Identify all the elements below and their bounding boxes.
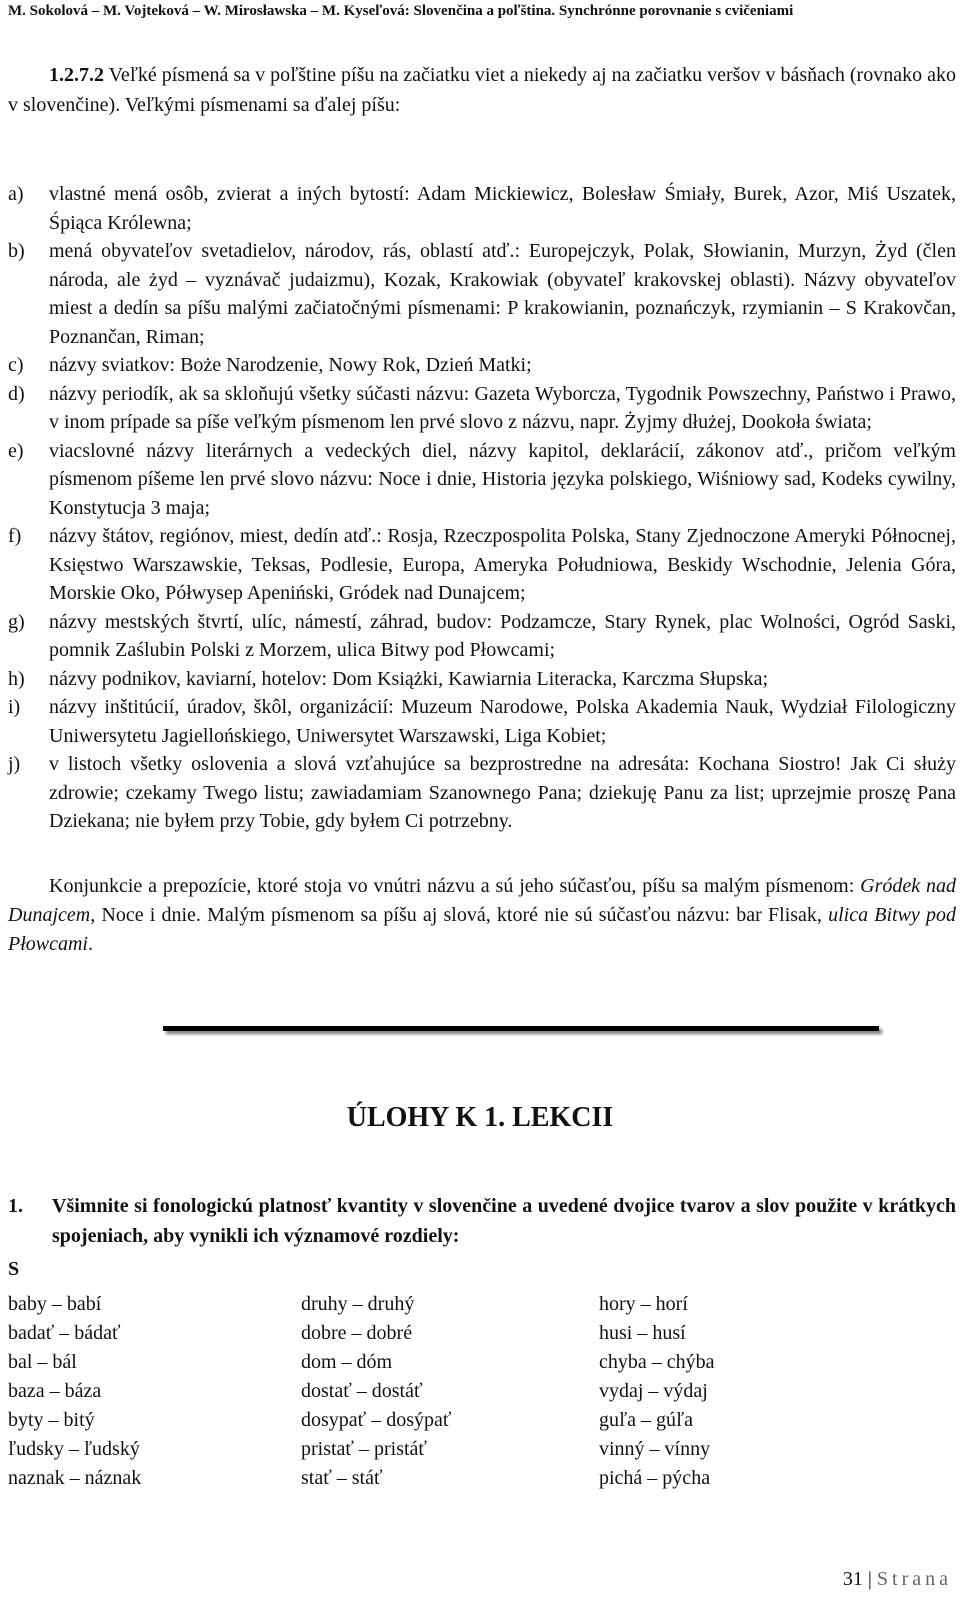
- word-pair: byty – bitý: [8, 1409, 95, 1431]
- item-label: b): [8, 240, 25, 262]
- word-pair: ľudsky – ľudský: [8, 1438, 140, 1460]
- running-header: M. Sokolová – M. Vojteková – W. Mirosławska – M. Kyseľová: Slovenčina a poľština. Synchrónne porovnanie s cvičeniami: [8, 3, 794, 19]
- list-item: [8, 180, 956, 237]
- word-pair: baza – báza: [8, 1380, 102, 1402]
- word-pair: pichá – pýcha: [599, 1467, 711, 1489]
- word-pair: druhy – druhý: [301, 1293, 415, 1315]
- word-pair: dobre – dobré: [301, 1322, 413, 1344]
- list-item: [8, 665, 956, 694]
- item-text: viacslovné názvy literárnych a vedeckých diel, názvy kapitol, deklarácií, zákonov atď., pričom veľkým písmenom píšeme len prvé slovo názvu: Noce i dnie, Historia języka polskiego, Wiśniowy sad, Kodeks cywilny, Konstytucja 3 maja;: [49, 439, 956, 519]
- item-text: mená obyvateľov svetadielov, národov, rás, oblastí atď.: Europejczyk, Polak, Słowianin, Murzyn, Żyd (člen národa, ale żyd – vyznávač judaizmu), Kozak, Krakowiak (obyvateľ krakovskej oblasti). Názvy obyvateľov miest a dedín sa píšu malými začiatočnými písmenami: P krakowianin, poznańczyk, rzymianin – S Krakovčan, Poznančan, Riman;: [49, 240, 956, 348]
- item-label: g): [8, 610, 25, 633]
- italic-example: Gródek nad Dunajcem: [8, 875, 956, 926]
- word-pair: stať – stáť: [301, 1467, 383, 1489]
- item-text: vlastné mená osôb, zvierat a iných bytostí: Adam Mickiewicz, Bolesław Śmiały, Burek, Azor, Miś Uszatek, Śpiąca Królewna;: [49, 183, 956, 234]
- item-label: i): [8, 696, 21, 718]
- word-pair: dom – dóm: [301, 1351, 393, 1373]
- item-label: c): [8, 354, 24, 376]
- item-text: názvy podnikov, kaviarní, hotelov: Dom Książki, Kawiarnia Literacka, Karczma Słupska;: [49, 667, 769, 690]
- italic-example: ulica Bitwy pod Płowcami: [8, 904, 956, 955]
- word-pair: pristať – pristáť: [301, 1438, 427, 1460]
- page-number: 31: [842, 1568, 863, 1590]
- item-text: názvy inštitúcií, úradov, škôl, organizácií: Muzeum Narodowe, Polska Akademia Nauk, Wydział Filologiczny Uniwersytetu Jagiellońskiego, Uniwersytet Warszawski, Liga Kobiet;: [49, 696, 956, 747]
- word-pair: vydaj – výdaj: [599, 1380, 708, 1402]
- list-item: [8, 750, 956, 836]
- task-number: 1.: [8, 1195, 23, 1217]
- list-item: [8, 608, 956, 665]
- item-label: d): [8, 382, 25, 405]
- list-item: [8, 522, 956, 608]
- item-text: názvy periodík, ak sa skloňujú všetky súčasti názvu: Gazeta Wyborcza, Tygodnik Powszechny, Państwo i Prawo, v inom prípade sa píše veľkým písmenom len prvé slovo z názvu, napr. Żyjmy dłużej, Dookoła świata;: [49, 382, 956, 433]
- list-item: [8, 380, 956, 437]
- list-item: [8, 693, 956, 750]
- list-item: [8, 351, 956, 380]
- closing-text: , Noce i dnie. Malým písmenom sa píšu aj slová, ktoré nie sú súčasťou názvu: bar Flisak,: [90, 904, 829, 926]
- word-pairs-column-3: [599, 1290, 715, 1493]
- item-text: názvy sviatkov: Boże Narodzenie, Nowy Rok, Dzień Matki;: [49, 354, 532, 376]
- task-1: [8, 1191, 956, 1251]
- horizontal-divider: [163, 1026, 879, 1031]
- word-pair: badať – bádať: [8, 1322, 121, 1344]
- item-text: v listoch všetky oslovenia a slová vzťahujúce sa bezprostredne na adresáta: Kochana Siostro! Jak Ci służy zdrowie; czekamy Twego listu; zawiadamiam Szanownego Pana; dziekuję Panu za list; uprzejmie proszę Pana Dziekana; nie byłem przy Tobie, gdy byłem Ci potrzebny.: [49, 753, 956, 832]
- item-label: h): [8, 667, 25, 690]
- closing-paragraph: [8, 872, 956, 959]
- intro-text: Veľké písmená sa v poľštine píšu na začiatku viet a niekedy aj na začiatku veršov v básňach (rovnako ako v slovenčine). Veľkými písmenami sa ďalej píšu:: [8, 64, 956, 116]
- word-pairs-column-2: [301, 1290, 451, 1493]
- capitalization-rules-list: [8, 180, 956, 836]
- item-label: e): [8, 439, 24, 462]
- page-separator: |: [862, 1568, 877, 1590]
- word-pair: baby – babí: [8, 1293, 102, 1315]
- page-word: Strana: [876, 1568, 952, 1590]
- item-text: názvy štátov, regiónov, miest, dedín atď.: Rosja, Rzeczpospolita Polska, Stany Zjednoczone Ameryki Północnej, Księstwo Warszawskie, Teksas, Podlesie, Europa, Ameryka Południowa, Beskidy Wschodnie, Jelenia Góra, Morskie Oko, Półwysep Apeniński, Gródek nad Dunajcem;: [49, 525, 956, 604]
- word-pair: chyba – chýba: [599, 1351, 715, 1373]
- page-footer: [843, 1568, 952, 1591]
- word-pair: hory – horí: [599, 1293, 688, 1315]
- item-label: f): [8, 525, 22, 547]
- word-pair: husi – husí: [599, 1322, 686, 1344]
- task-instructions: Všimnite si fonologickú platnosť kvantity v slovenčine a uvedené dvojice tvarov a slov použite v krátkych spojeniach, aby vynikli ich významové rozdiely:: [52, 1195, 956, 1247]
- section-number: 1.2.7.2: [49, 64, 104, 86]
- section-title: ÚLOHY K 1. LEKCII: [346, 1102, 614, 1133]
- word-pair: dosypať – dosýpať: [301, 1409, 452, 1431]
- word-pair: bal – bál: [8, 1351, 77, 1373]
- list-item: [8, 237, 956, 351]
- intro-paragraph: [8, 60, 956, 120]
- item-label: a): [8, 183, 24, 205]
- word-pairs-column-1: [8, 1290, 141, 1493]
- item-text: názvy mestských štvrtí, ulíc, námestí, záhrad, budov: Podzamcze, Stary Rynek, plac Wolności, Ogród Saski, pomnik Zaślubin Polski z Morzem, ulica Bitwy pod Płowcami;: [49, 610, 956, 661]
- word-pair: dostať – dostáť: [301, 1380, 423, 1402]
- closing-text: Konjunkcie a prepozície, ktoré stoja vo vnútri názvu a sú jeho súčasťou, píšu sa malým písmenom:: [49, 875, 861, 897]
- slovak-marker: S: [8, 1258, 20, 1280]
- word-pair: vinný – vínny: [599, 1438, 711, 1460]
- word-pair: guľa – gúľa: [599, 1409, 694, 1431]
- closing-text: .: [88, 933, 93, 955]
- item-label: j): [8, 753, 21, 775]
- word-pair: naznak – náznak: [8, 1467, 142, 1489]
- list-item: [8, 437, 956, 523]
